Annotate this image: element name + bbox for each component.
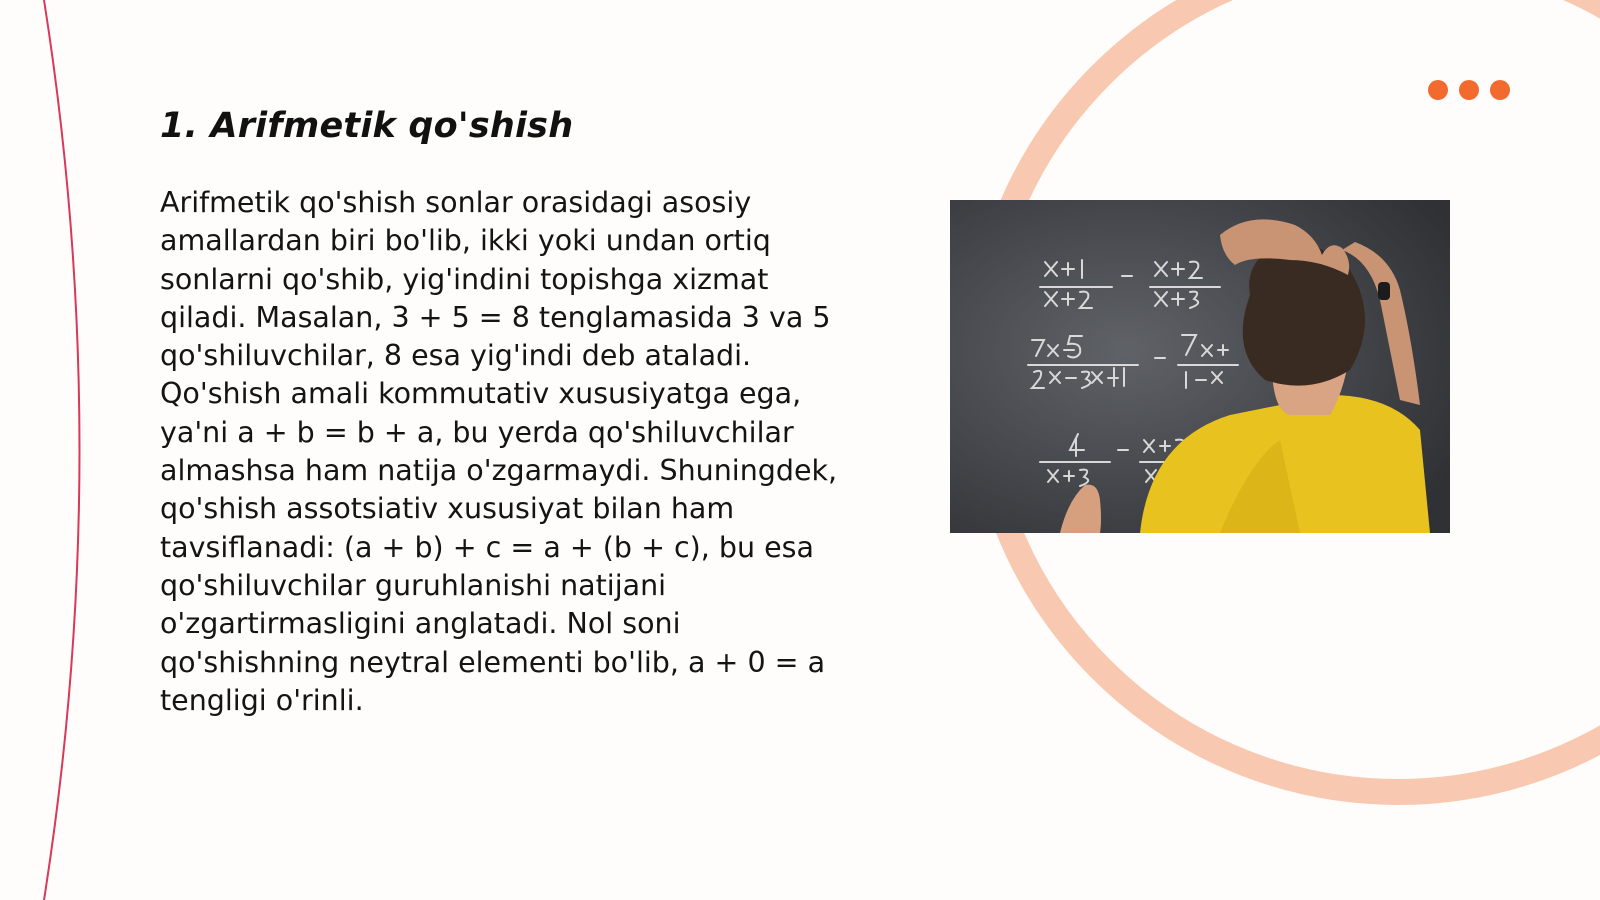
dot	[1490, 80, 1510, 100]
dot	[1459, 80, 1479, 100]
three-dots-icon	[1428, 80, 1510, 100]
dot	[1428, 80, 1448, 100]
student-at-chalkboard-photo	[950, 200, 1450, 533]
left-curve-line	[44, 0, 80, 900]
slide-body-text: Arifmetik qo'shish sonlar orasidagi asosiy amallardan biri bo'lib, ikki yoki undan ortiq sonlarni qo'shib, yig'indini topishga xizmat qiladi. Masalan, 3 + 5 = 8 tenglamasida 3 va 5 qo'shiluvchilar, 8 esa yig'indi deb ataladi. Qo'shish amali kommutativ xususiyatga ega, ya'ni a + b = b + a, bu yerda qo'shiluvchilar almashsa ham natija o'zgarmaydi. Shuningdek, qo'shish assotsiativ xususiyat bilan ham tavsiflanadi: (a + b) + c = a + (b + c), bu esa qo'shiluvchilar guruhlanishi natijani o'zgartirmasligini anglatadi. Nol soni qo'shishning neytral elementi bo'lib, a + 0 = a tengligi o'rinli.	[160, 186, 838, 717]
slide-title: 1. Arifmetik qo'shish	[160, 106, 574, 146]
